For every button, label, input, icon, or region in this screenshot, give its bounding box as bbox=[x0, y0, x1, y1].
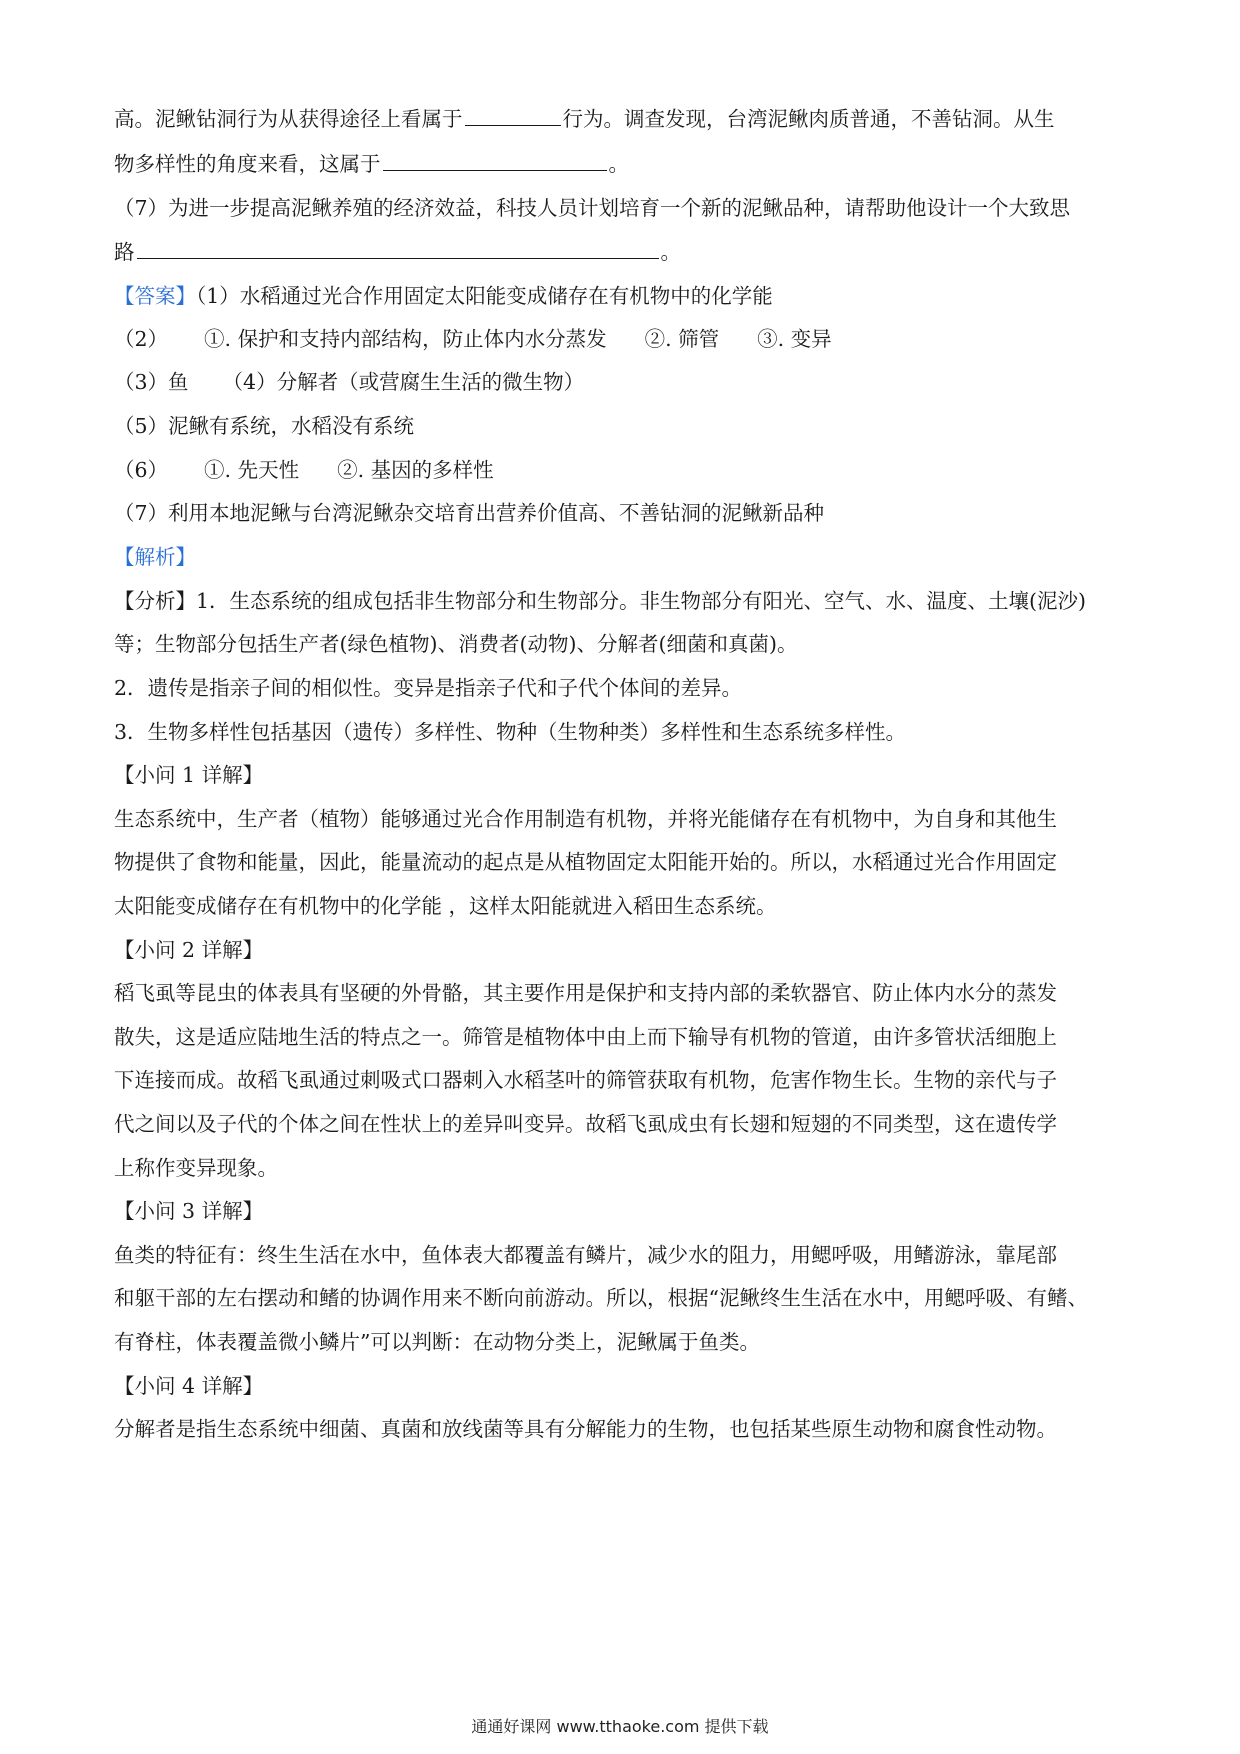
answer-6-item-2: ②. 基因的多样性 bbox=[337, 458, 494, 482]
answer-tag: 【答案】 bbox=[114, 284, 196, 308]
q3-line-1: 鱼类的特征有：终生生活在水中，鱼体表大都覆盖有鳞片，减少水的阻力，用鳃呼吸，用鳍游泳，靠尾部 bbox=[114, 1243, 1057, 1267]
q3-line-2: 和躯干部的左右摆动和鳍的协调作用来不断向前游动。所以，根据“泥鳅终生生活在水中，用鳃呼吸、有鳍、 bbox=[114, 1286, 1088, 1310]
question-6-line-2 bbox=[114, 149, 1134, 179]
answer-2-number: （2） bbox=[114, 327, 169, 351]
q2-line-4: 代之间以及子代的个体之间在性状上的差异叫变异。故稻飞虱成虫有长翅和短翅的不同类型，这在遗传学 bbox=[114, 1112, 1057, 1136]
fenxi-line-2: 等；生物部分包括生产者(绿色植物)、消费者(动物)、分解者(细菌和真菌)。 bbox=[114, 632, 798, 656]
section-title-q4: 【小问 4 详解】 bbox=[114, 1374, 264, 1398]
answer-6-number: （6） bbox=[114, 458, 169, 482]
q1-line-3: 太阳能变成储存在有机物中的化学能 ，这样太阳能就进入稻田生态系统。 bbox=[114, 894, 777, 918]
answer-blank bbox=[383, 150, 607, 171]
text-segment: 。 bbox=[608, 152, 629, 176]
q3-line-3: 有脊柱，体表覆盖微小鳞片”可以判断：在动物分类上，泥鳅属于鱼类。 bbox=[114, 1330, 760, 1354]
text-segment: 物多样性的角度来看，这属于 bbox=[114, 152, 381, 176]
analysis-tag: 【解析】 bbox=[114, 545, 196, 569]
text-segment: 行为。调查发现，台湾泥鳅肉质普通，不善钻洞。从生 bbox=[562, 107, 1055, 131]
text-segment: 高。泥鳅钻洞行为从获得途径上看属于 bbox=[114, 107, 463, 131]
answer-line-1 bbox=[114, 281, 1134, 311]
answer-line-4 bbox=[114, 411, 1134, 441]
fenxi-line-4: 3．生物多样性包括基因（遗传）多样性、物种（生物种类）多样性和生态系统多样性。 bbox=[114, 720, 907, 744]
answer-1: （1）水稻通过光合作用固定太阳能变成储存在有机物中的化学能 bbox=[196, 284, 773, 308]
section-title-q3: 【小问 3 详解】 bbox=[114, 1199, 264, 1223]
question-6-line-1 bbox=[114, 104, 1134, 134]
q4-line-1: 分解者是指生态系统中细菌、真菌和放线菌等具有分解能力的生物，也包括某些原生动物和腐食性动物。 bbox=[114, 1417, 1057, 1441]
q2-line-5: 上称作变异现象。 bbox=[114, 1156, 278, 1180]
question-7-line-2 bbox=[114, 237, 1134, 267]
q1-line-1: 生态系统中，生产者（植物）能够通过光合作用制造有机物，并将光能储存在有机物中，为自身和其他生 bbox=[114, 807, 1057, 831]
answer-2-item-3: ③. 变异 bbox=[757, 327, 832, 351]
text-segment: 。 bbox=[660, 240, 681, 264]
section-title-q2: 【小问 2 详解】 bbox=[114, 938, 264, 962]
text-segment: 路 bbox=[114, 240, 135, 264]
answer-line-2 bbox=[114, 324, 1134, 354]
answer-5: （5）泥鳅有系统，水稻没有系统 bbox=[114, 414, 415, 438]
text-segment: （7）为进一步提高泥鳅养殖的经济效益，科技人员计划培育一个新的泥鳅品种，请帮助他设计一个大致思 bbox=[114, 196, 1071, 220]
answer-line-5 bbox=[114, 455, 1134, 485]
question-7-line-1 bbox=[114, 193, 1134, 223]
q1-line-2: 物提供了食物和能量，因此，能量流动的起点是从植物固定太阳能开始的。所以，水稻通过光合作用固定 bbox=[114, 850, 1057, 874]
answer-6-item-1: ①. 先天性 bbox=[204, 458, 300, 482]
fenxi-line-1 bbox=[114, 586, 1134, 616]
q2-line-1: 稻飞虱等昆虫的体表具有坚硬的外骨骼，其主要作用是保护和支持内部的柔软器官、防止体内水分的蒸发 bbox=[114, 981, 1057, 1005]
fenxi-line-3: 2．遗传是指亲子间的相似性。变异是指亲子代和子代个体间的差异。 bbox=[114, 676, 743, 700]
answer-2-item-2: ②. 筛管 bbox=[644, 327, 720, 351]
answer-line-3 bbox=[114, 367, 1134, 397]
q2-line-2: 散失，这是适应陆地生活的特点之一。筛管是植物体中由上而下输导有机物的管道，由许多管状活细胞上 bbox=[114, 1025, 1057, 1049]
answer-line-6 bbox=[114, 498, 1134, 528]
answer-3: （3）鱼 bbox=[114, 370, 189, 394]
fenxi-tag: 【分析】 bbox=[114, 589, 196, 613]
answer-2-item-1: ①. 保护和支持内部结构，防止体内水分蒸发 bbox=[204, 327, 607, 351]
answer-4: （4）分解者（或营腐生生活的微生物） bbox=[222, 370, 585, 394]
page-footer: 通通好课网 www.tthaoke.com 提供下载 bbox=[471, 1717, 769, 1736]
text-segment: 1．生态系统的组成包括非生物部分和生物部分。非生物部分有阳光、空气、水、温度、土壤(泥沙) bbox=[196, 589, 1087, 613]
answer-7: （7）利用本地泥鳅与台湾泥鳅杂交培育出营养价值高、不善钻洞的泥鳅新品种 bbox=[114, 501, 825, 525]
answer-blank bbox=[465, 105, 561, 126]
section-title-q1: 【小问 1 详解】 bbox=[114, 763, 264, 787]
q2-line-3: 下连接而成。故稻飞虱通过刺吸式口器刺入水稻茎叶的筛管获取有机物，危害作物生长。生物的亲代与子 bbox=[114, 1068, 1057, 1092]
answer-blank bbox=[137, 238, 659, 259]
